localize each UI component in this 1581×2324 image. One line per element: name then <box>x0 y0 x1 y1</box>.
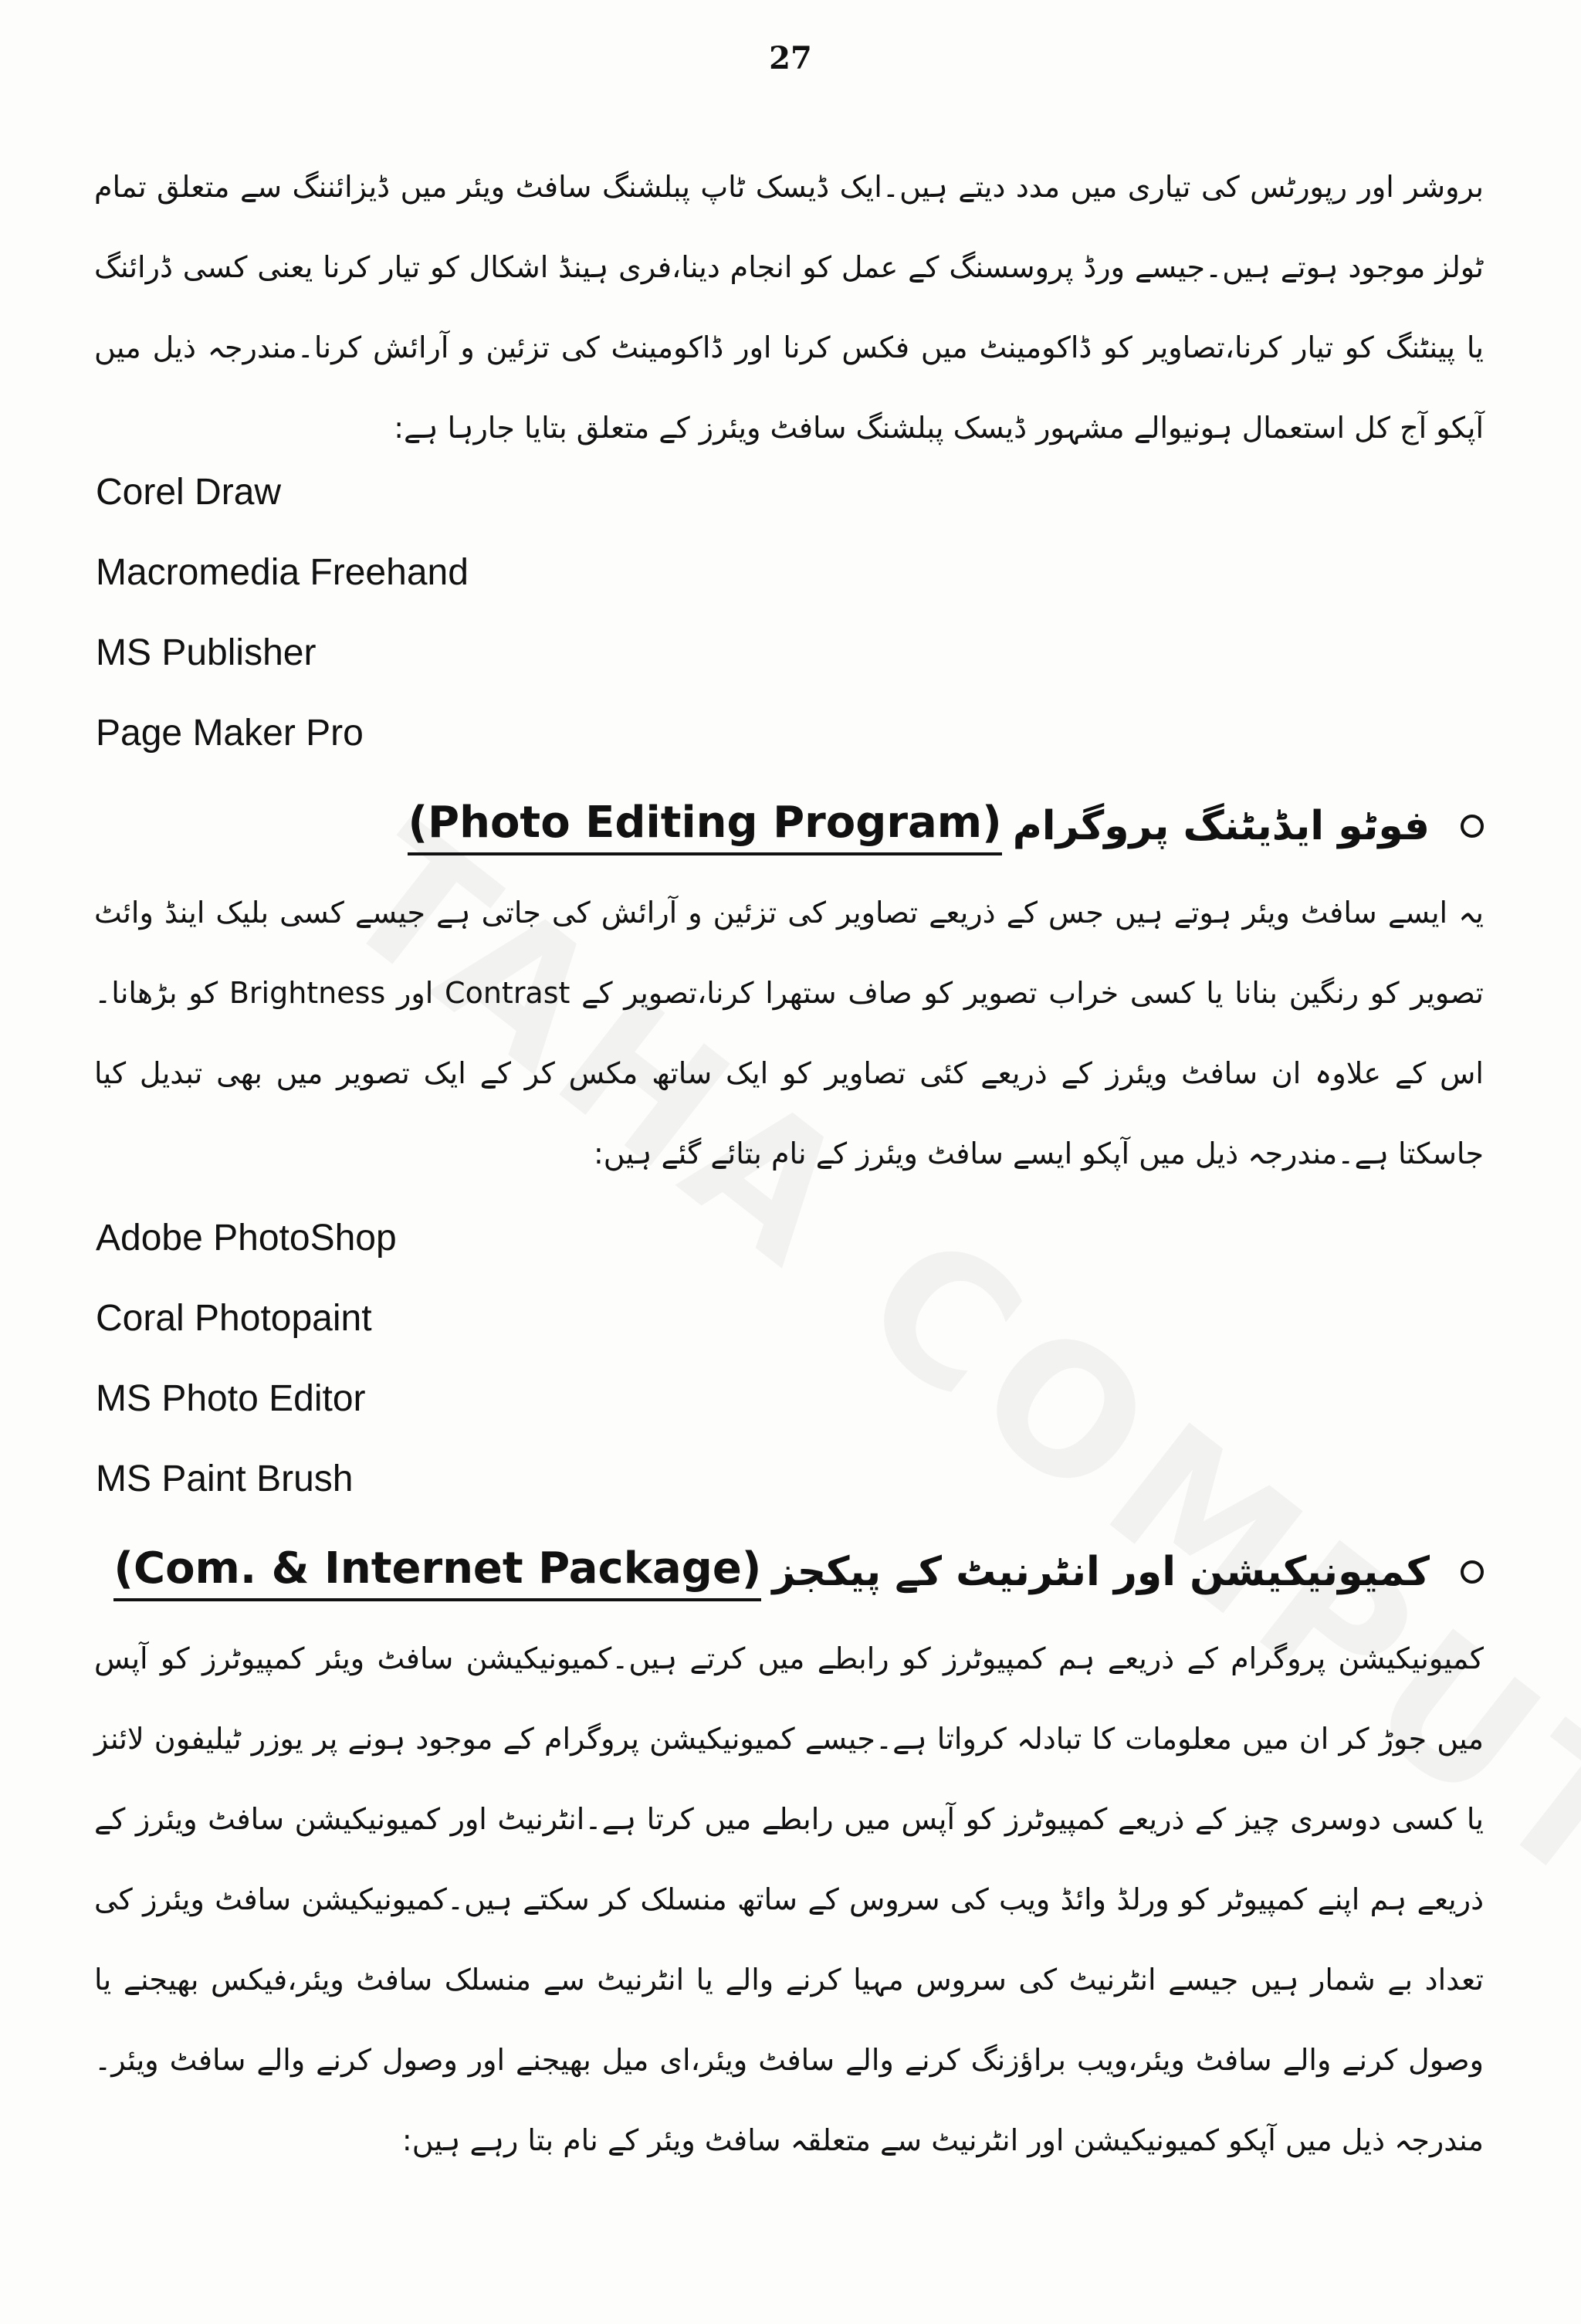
list-item: MS Publisher <box>96 632 317 673</box>
heading-urdu: کمیونیکیشن اور انٹرنیٹ کے پیکجز <box>772 1549 1430 1595</box>
heading-urdu: فوٹو ایڈیٹنگ پروگرام <box>1012 803 1430 849</box>
communication-heading <box>94 1541 1484 1603</box>
photo-editing-paragraph: یہ ایسے سافٹ ویئر ہوتے ہیں جس کے ذریعے تصاویر کی تزئین و آرائش کی جاتی ہے جیسے کسی بلیک اینڈ وائٹ تصویر کو رنگین بنانا یا کسی خراب تصویر کو صاف ستھرا کرنا،تصویر کے Contrast اور Brightness کو بڑھانا۔اس کے علاوہ ان سافٹ ویئرز کے ذریعے کئی تصاویر کو ایک ساتھ مکس کر کے ایک تصویر میں بھی تبدیل کیا جاسکتا ہے۔مندرجہ ذیل میں آپکو ایسے سافٹ ویئرز کے نام بتائے گئے ہیں: <box>94 896 1484 1170</box>
photo-editing-heading <box>94 795 1484 857</box>
heading-english: (Com. & Internet Package) <box>113 1543 761 1601</box>
circle-bullet-icon <box>1461 1560 1484 1584</box>
circle-bullet-icon <box>1461 815 1484 838</box>
list-item: Page Maker Pro <box>96 713 364 754</box>
list-item: Coral Photopaint <box>96 1298 372 1339</box>
heading-english: (Photo Editing Program) <box>408 798 1001 855</box>
list-item: Macromedia Freehand <box>96 552 469 593</box>
intro-paragraph: بروشر اور رپورٹس کی تیاری میں مدد دیتے ہیں۔ایک ڈیسک ٹاپ پبلشنگ سافٹ ویئر میں ڈیزائننگ سے متعلق تمام ٹولز موجود ہوتے ہیں۔جیسے ورڈ پروسسنگ کے عمل کو انجام دینا،فری ہینڈ اشکال کو تیار کرنا یعنی کسی ڈرائنگ یا پینٹنگ کو تیار کرنا،تصاویر کو ڈاکومینٹ میں فکس کرنا اور ڈاکومینٹ کی تزئین و آرائش کرنا۔مندرجہ ذیل میں آپکو آج کل استعمال ہونیوالے مشہور ڈیسک پبلشنگ سافٹ ویئرز کے متعلق بتایا جارہا ہے: <box>94 170 1484 445</box>
communication-paragraph: کمیونیکیشن پروگرام کے ذریعے ہم کمپیوٹرز کو رابطے میں کرتے ہیں۔کمیونیکیشن سافٹ ویئر کمپیوٹرز کو آپس میں جوڑ کر ان میں معلومات کا تبادلہ کرواتا ہے۔جیسے کمیونیکیشن پروگرام کے موجود ہونے پر یوزر ٹیلیفون لائنز یا کسی دوسری چیز کے ذریعے کمپیوٹرز کو آپس میں رابطے میں کرتا ہے۔انٹرنیٹ اور کمیونیکیشن سافٹ ویئرز کے ذریعے ہم اپنے کمپیوٹر کو ورلڈ وائڈ ویب کی سروس کے ساتھ منسلک کر سکتے ہیں۔کمیونیکیشن سافٹ ویئرز کی تعداد بے شمار ہیں جیسے انٹرنیٹ کی سروس مہیا کرنے والے یا انٹرنیٹ سے منسلک سافٹ ویئر،فیکس بھیجنے یا وصول کرنے والے سافٹ ویئر،ویب براؤزنگ کرنے والے سافٹ ویئر،ای میل بھیجنے اور وصول کرنے والے سافٹ ویئر۔مندرجہ ذیل میں آپکو کمیونیکیشن اور انٹرنیٹ سے متعلقہ سافٹ ویئر کے نام بتا رہے ہیں: <box>94 1641 1484 2157</box>
photo-software-list <box>96 1198 397 1519</box>
list-item: Adobe PhotoShop <box>96 1218 397 1259</box>
list-item: MS Paint Brush <box>96 1458 354 1499</box>
dtp-software-list <box>96 452 469 774</box>
list-item: Corel Draw <box>96 472 282 513</box>
page-number: 27 <box>769 40 812 76</box>
list-item: MS Photo Editor <box>96 1378 366 1419</box>
